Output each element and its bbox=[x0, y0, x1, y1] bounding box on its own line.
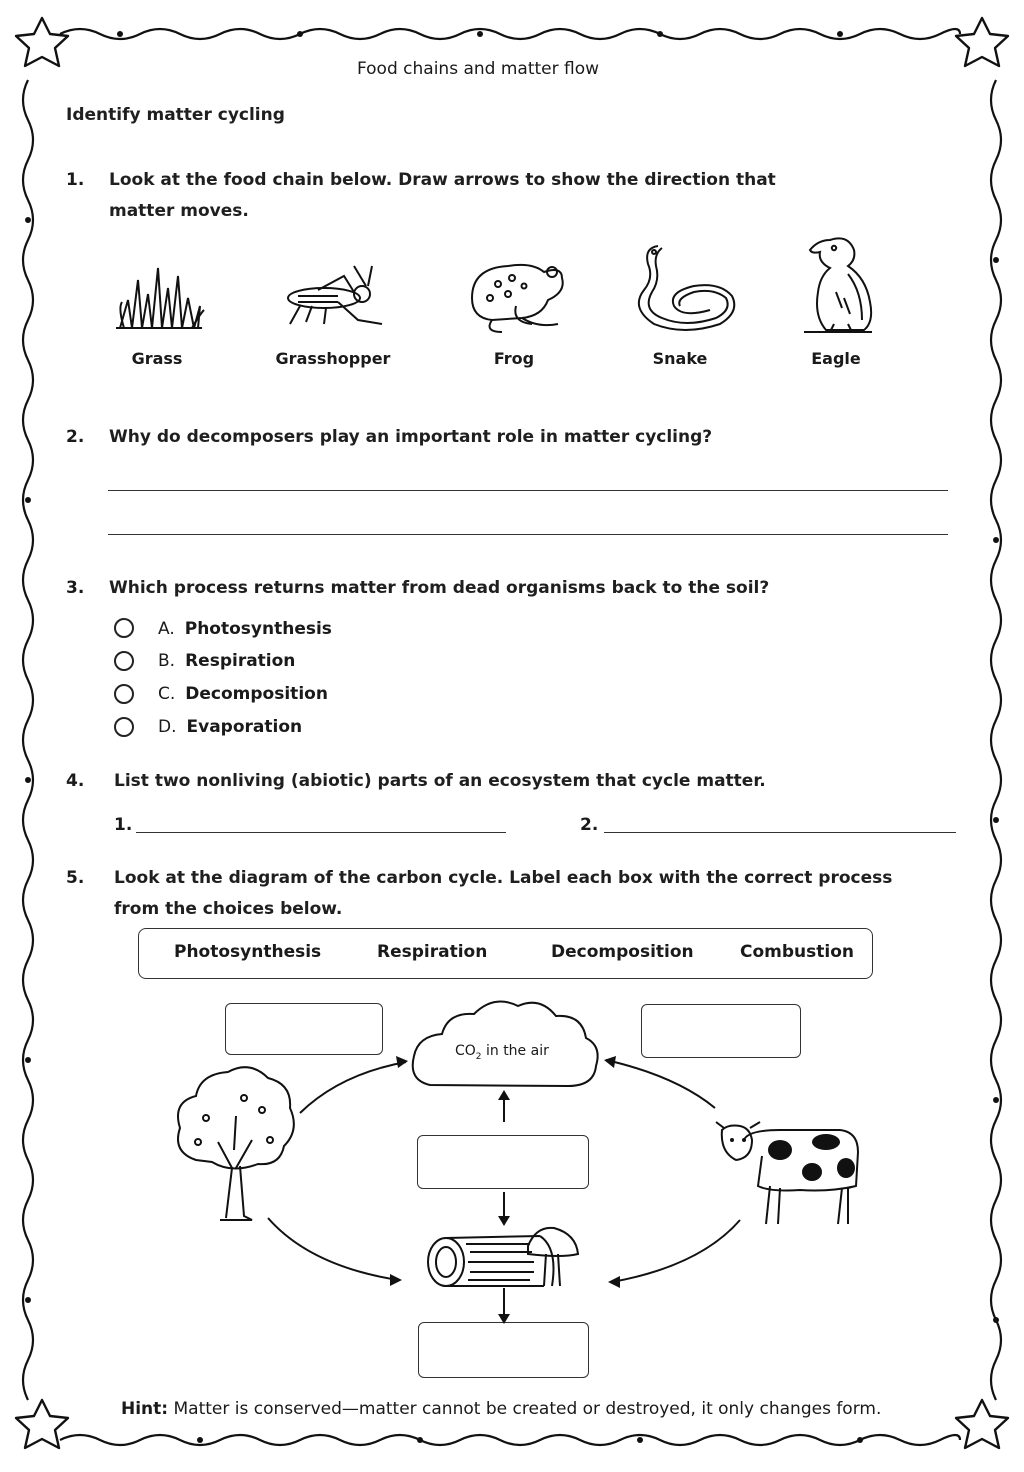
organism-label-eagle: Eagle bbox=[811, 349, 861, 368]
page-title: Food chains and matter flow bbox=[356, 59, 600, 79]
grasshopper-icon bbox=[278, 262, 390, 338]
cloud-label: $CO_2$ in the air bbox=[455, 1043, 549, 1062]
word-bank-respiration: Respiration bbox=[377, 942, 488, 962]
organism-label-grass: Grass bbox=[131, 349, 183, 368]
q3-option-a-radio[interactable] bbox=[114, 618, 134, 638]
section-heading: Identify matter cycling bbox=[66, 105, 285, 125]
organism-label-frog: Frog bbox=[493, 349, 535, 368]
q4-answer-line-2[interactable] bbox=[604, 832, 956, 833]
q4-blank2-label: 2. bbox=[580, 815, 599, 835]
organism-label-snake: Snake bbox=[652, 349, 708, 368]
tree-icon bbox=[178, 1067, 294, 1220]
star-icon bbox=[956, 18, 1008, 66]
q3-number: 3. bbox=[66, 578, 85, 598]
q3-option-b-radio[interactable] bbox=[114, 651, 134, 671]
snake-icon bbox=[624, 238, 742, 336]
q3-option-b: B. Respiration bbox=[158, 651, 296, 671]
q3-option-c-radio[interactable] bbox=[114, 684, 134, 704]
q2-number: 2. bbox=[66, 427, 85, 447]
q1-text-line1: Look at the food chain below. Draw arrows to show the direction that bbox=[109, 170, 776, 190]
q4-answer-line-1[interactable] bbox=[136, 832, 506, 833]
hint-text: Hint: Matter is conserved—matter cannot be created or destroyed, it only changes form. bbox=[121, 1399, 882, 1419]
grass-icon bbox=[108, 258, 208, 338]
q3-option-a: A. Photosynthesis bbox=[158, 619, 332, 639]
q1-number: 1. bbox=[66, 170, 85, 190]
word-bank-photosynthesis: Photosynthesis bbox=[174, 942, 322, 962]
q2-answer-line-1[interactable] bbox=[108, 490, 948, 491]
q5-text-line1: Look at the diagram of the carbon cycle. Label each box with the correct process bbox=[114, 868, 893, 888]
q3-option-d-radio[interactable] bbox=[114, 717, 134, 737]
q3-option-c: C. Decomposition bbox=[158, 684, 328, 704]
eagle-icon bbox=[796, 232, 880, 338]
log-mushroom-icon bbox=[428, 1228, 578, 1286]
q4-number: 4. bbox=[66, 771, 85, 791]
q3-text: Which process returns matter from dead organisms back to the soil? bbox=[109, 578, 770, 598]
q4-blank1-label: 1. bbox=[114, 815, 133, 835]
word-bank-decomposition: Decomposition bbox=[551, 942, 694, 962]
q3-option-d: D. Evaporation bbox=[158, 717, 303, 737]
q2-text: Why do decomposers play an important role in matter cycling? bbox=[109, 427, 713, 447]
q5-number: 5. bbox=[66, 868, 85, 888]
q5-text-line2: from the choices below. bbox=[114, 899, 343, 919]
q2-answer-line-2[interactable] bbox=[108, 534, 948, 535]
word-bank-combustion: Combustion bbox=[740, 942, 854, 962]
q4-text: List two nonliving (abiotic) parts of an ecosystem that cycle matter. bbox=[114, 771, 766, 791]
q1-text-line2: matter moves. bbox=[109, 201, 249, 221]
organism-label-grasshopper: Grasshopper bbox=[275, 349, 391, 368]
frog-icon bbox=[462, 248, 570, 338]
